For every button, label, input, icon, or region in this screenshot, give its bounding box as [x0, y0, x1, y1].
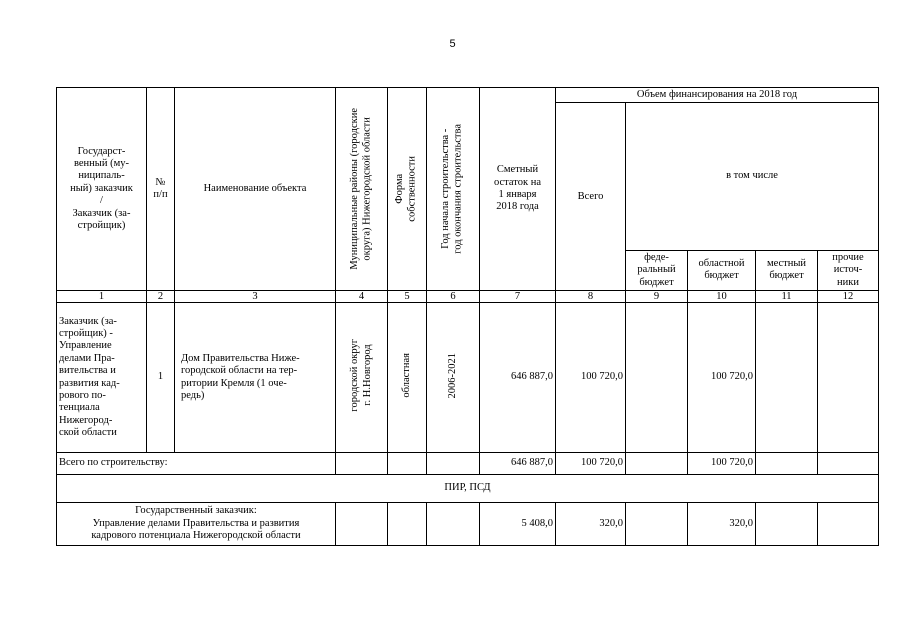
- total-total: 100 720,0: [556, 453, 626, 475]
- column-number: 8: [556, 291, 626, 303]
- row-years-cell: [427, 303, 480, 453]
- customer-estimate: 5 408,0: [480, 503, 556, 546]
- page-number: 5: [449, 38, 456, 50]
- column-number: 12: [818, 291, 879, 303]
- table-row: [57, 303, 879, 453]
- financing-table: [56, 87, 879, 546]
- column-number: 5: [388, 291, 427, 303]
- header-local: местный бюджет: [756, 250, 818, 290]
- row-num: 1: [147, 303, 175, 453]
- empty-cell: [427, 453, 480, 475]
- row-regional: 100 720,0: [688, 303, 756, 453]
- row-estimate: 646 887,0: [480, 303, 556, 453]
- empty-cell: [626, 503, 688, 546]
- empty-cell: [427, 503, 480, 546]
- section-title: ПИР, ПСД: [57, 475, 879, 503]
- empty-cell: [336, 503, 388, 546]
- column-number: 4: [336, 291, 388, 303]
- row-local: [756, 303, 818, 453]
- header-ownership-cell: [388, 88, 427, 291]
- header-districts-cell: [336, 88, 388, 291]
- header-object-name: Наименование объекта: [175, 88, 336, 291]
- header-years-cell: [427, 88, 480, 291]
- empty-cell: [388, 503, 427, 546]
- column-number: 3: [175, 291, 336, 303]
- empty-cell: [388, 453, 427, 475]
- total-regional: 100 720,0: [688, 453, 756, 475]
- column-number: 2: [147, 291, 175, 303]
- header-districts: Муниципальные районы (городские округа) Нижегородской области: [348, 108, 373, 270]
- header-other: прочие источ- ники: [818, 250, 879, 290]
- header-years: Год начала строительства - год окончания строительства: [440, 124, 464, 254]
- row-district: городской округ г. Н.Новгород: [349, 339, 374, 412]
- total-estimate: 646 887,0: [480, 453, 556, 475]
- empty-cell: [756, 453, 818, 475]
- column-number: 7: [480, 291, 556, 303]
- row-ownership-cell: [388, 303, 427, 453]
- row-years: 2006-2021: [447, 352, 459, 399]
- row-other: [818, 303, 879, 453]
- header-financing: Объем финансирования на 2018 год: [556, 88, 879, 103]
- customer-total: 320,0: [556, 503, 626, 546]
- header-row-1: [57, 88, 879, 103]
- header-regional: областной бюджет: [688, 250, 756, 290]
- empty-cell: [336, 453, 388, 475]
- header-including: в том числе: [626, 103, 879, 251]
- column-number: 11: [756, 291, 818, 303]
- row-district-cell: [336, 303, 388, 453]
- customer-regional: 320,0: [688, 503, 756, 546]
- header-estimate: Сметный остаток на 1 января 2018 года: [480, 88, 556, 291]
- column-number: 1: [57, 291, 147, 303]
- row-federal: [626, 303, 688, 453]
- customer-label: Государственный заказчик: Управление делами Правительства и развития кадрового потенциала Нижегородской области: [57, 503, 336, 546]
- total-row: [57, 453, 879, 475]
- empty-cell: [756, 503, 818, 546]
- header-total: Всего: [556, 103, 626, 291]
- header-ownership: Форма собственности: [394, 156, 418, 222]
- header-customer: Государст- венный (му- ниципаль- ный) заказчик / Заказчик (за- стройщик): [57, 88, 147, 291]
- column-numbers-row: [57, 291, 879, 303]
- row-ownership: областная: [401, 353, 413, 398]
- column-number: 6: [427, 291, 480, 303]
- column-number: 9: [626, 291, 688, 303]
- customer-row: [57, 503, 879, 546]
- header-num: № п/п: [147, 88, 175, 291]
- row-total: 100 720,0: [556, 303, 626, 453]
- column-number: 10: [688, 291, 756, 303]
- row-object: Дом Правительства Ниже- городской области на тер- ритории Кремля (1 оче- редь): [175, 303, 336, 453]
- empty-cell: [626, 453, 688, 475]
- empty-cell: [818, 453, 879, 475]
- section-row: [57, 475, 879, 503]
- row-customer: Заказчик (за- стройщик) - Управление делами Пра- вительства и развития кад- рового по- тенциала Нижегород- ской области: [57, 303, 147, 453]
- header-federal: феде- ральный бюджет: [626, 250, 688, 290]
- total-label: Всего по строительству:: [57, 453, 336, 475]
- empty-cell: [818, 503, 879, 546]
